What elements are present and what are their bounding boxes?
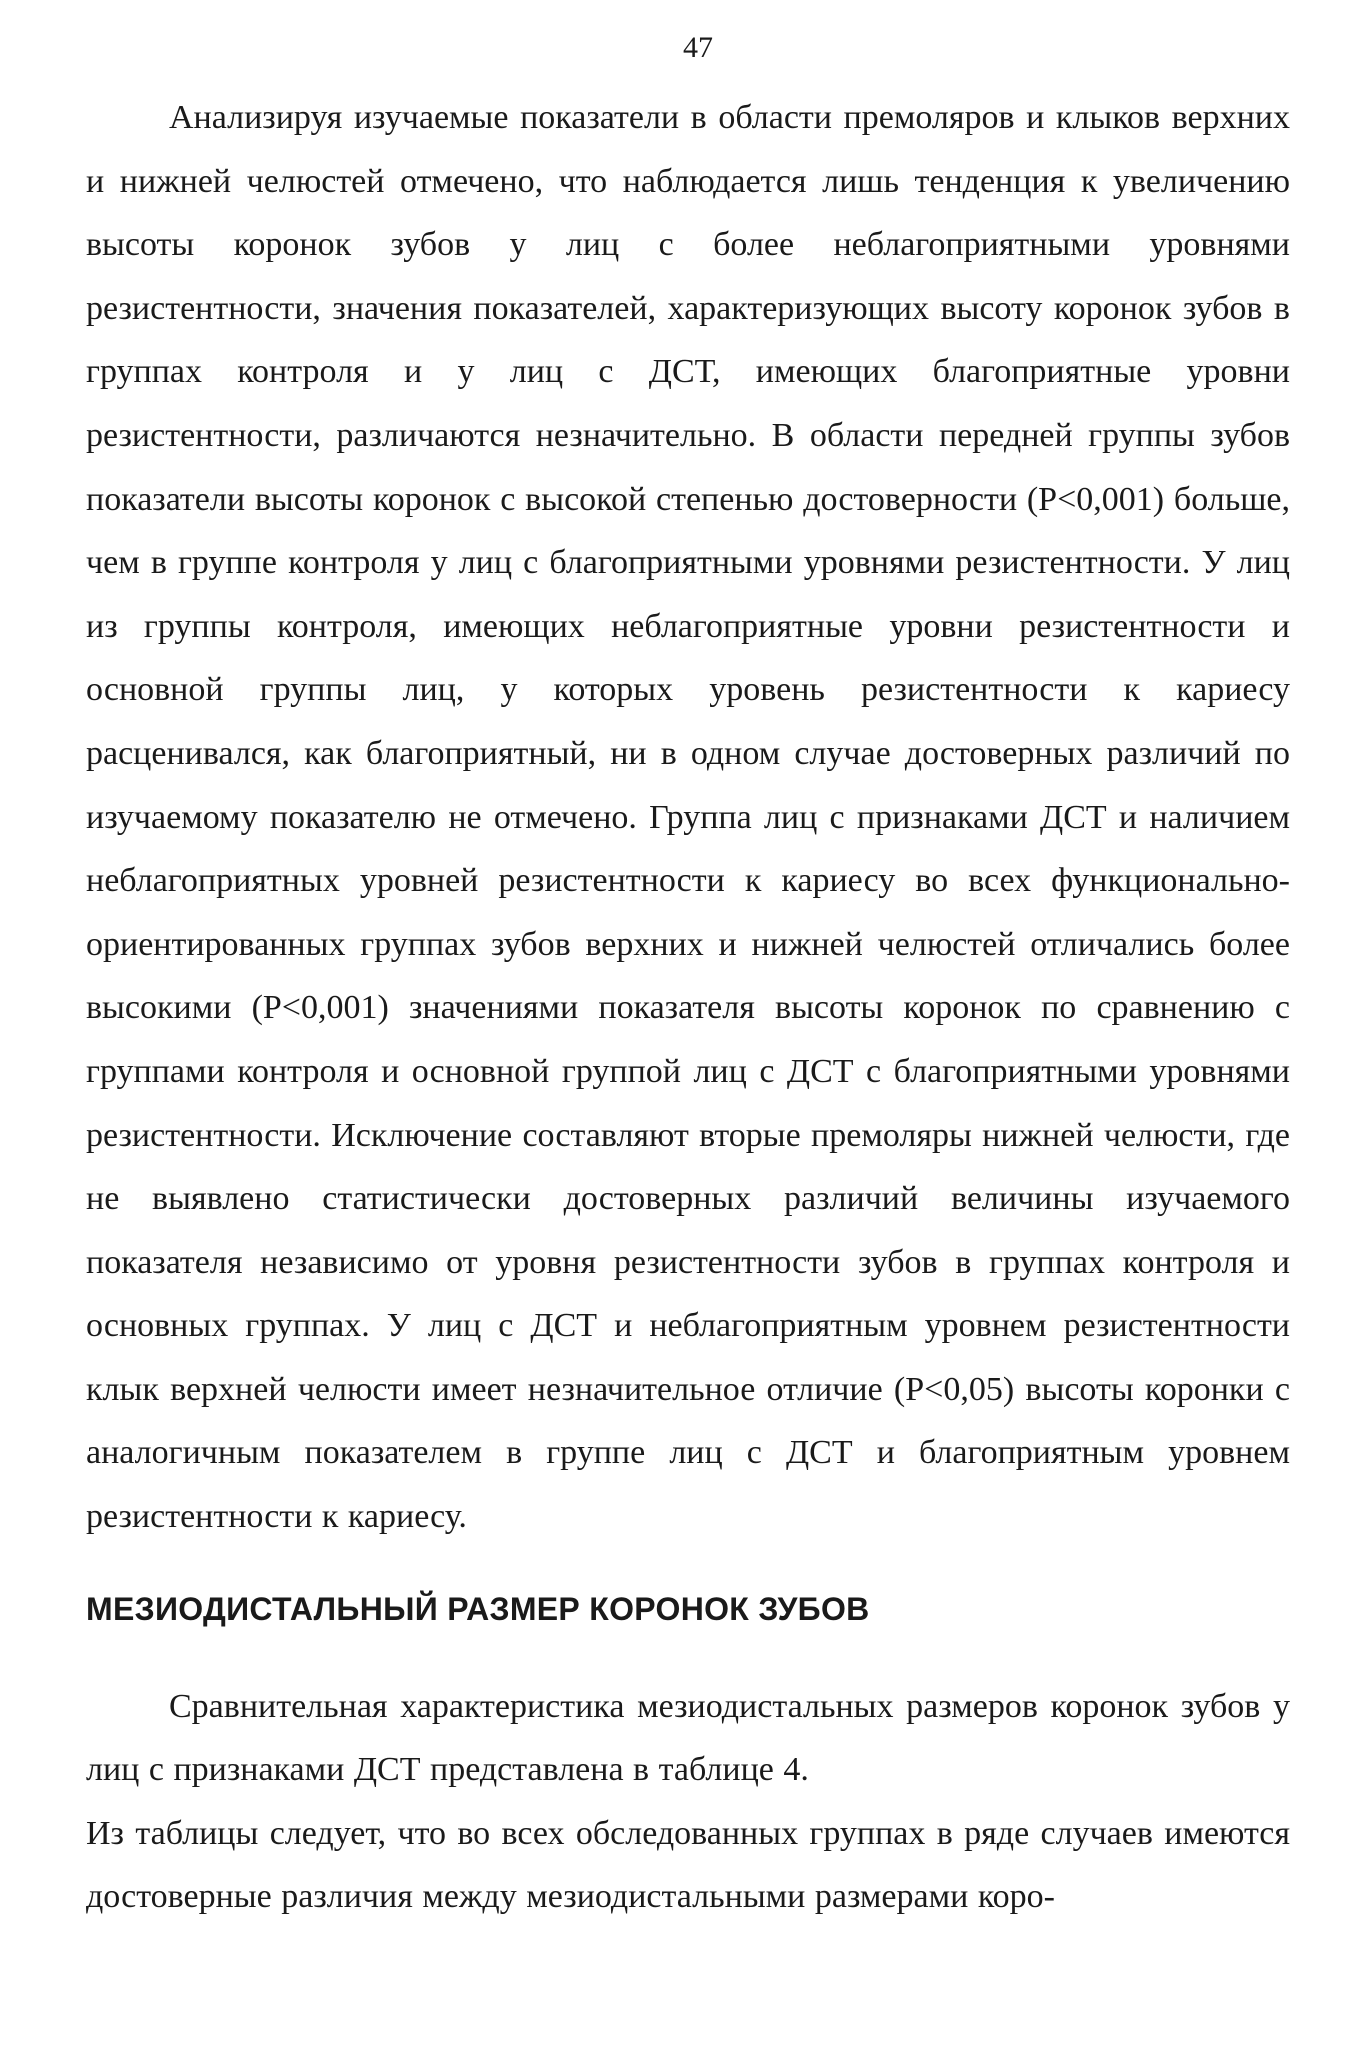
paragraph-table-reference: Сравнительная характеристика мезиодистальных размеров коронок зубов у лиц с признаками ДСТ представлена в таблице 4. <box>86 1687 1290 1789</box>
page-number: 47 <box>683 31 713 64</box>
paragraph-table-conclusion: Из таблицы следует, что во всех обследованных группах в ряде случаев имеются достоверные различия между мезиодистальными размерами коро- <box>86 1814 1290 1916</box>
paragraph-crown-height-analysis: Анализируя изучаемые показатели в области премоляров и клыков верхних и нижней челюстей отмечено, что наблюдается лишь тенденция к увеличению высоты коронок зубов у лиц с более неблагоприятными уровнями резистентности, значения показателей, характеризующих высоту коронок зубов в группах контроля и у лиц с ДСТ, имеющих благоприятные уровни резистентности, различаются незначительно. В области передней группы зубов показатели высоты коронок с высокой степенью достоверности (Р<0,001) больше, чем в группе контроля у лиц с благоприятными уровнями резистентности. У лиц из группы контроля, имеющих неблагоприятные уровни резистентности и основной группы лиц, у которых уровень резистентности к кариесу расценивался, как благоприятный, ни в одном случае достоверных различий по изучаемому показателю не отмечено. Группа лиц с признаками ДСТ и наличием неблагоприятных уровней резистентности к кариесу во всех функционально-ориентированных группах зубов верхних и нижней челюстей отличались более высокими (Р<0,001) значениями показателя высоты коронок по сравнению с группами контроля и основной группой лиц с ДСТ с благоприятными уровнями резистентности. Исключение составляют вторые премоляры нижней челюсти, где не выявлено статистически достоверных различий величины изучаемого показателя независимо от уровня резистентности зубов в группах контроля и основных группах. У лиц с ДСТ и неблагоприятным уровнем резистентности клык верхней челюсти имеет незначительное отличие (Р<0,05) высоты коронки с аналогичным показателем в группе лиц с ДСТ и благоприятным уровнем резистентности к кариесу. <box>86 99 1290 1536</box>
section-heading: МЕЗИОДИСТАЛЬНЫЙ РАЗМЕР КОРОНОК ЗУБОВ <box>86 1590 870 1627</box>
